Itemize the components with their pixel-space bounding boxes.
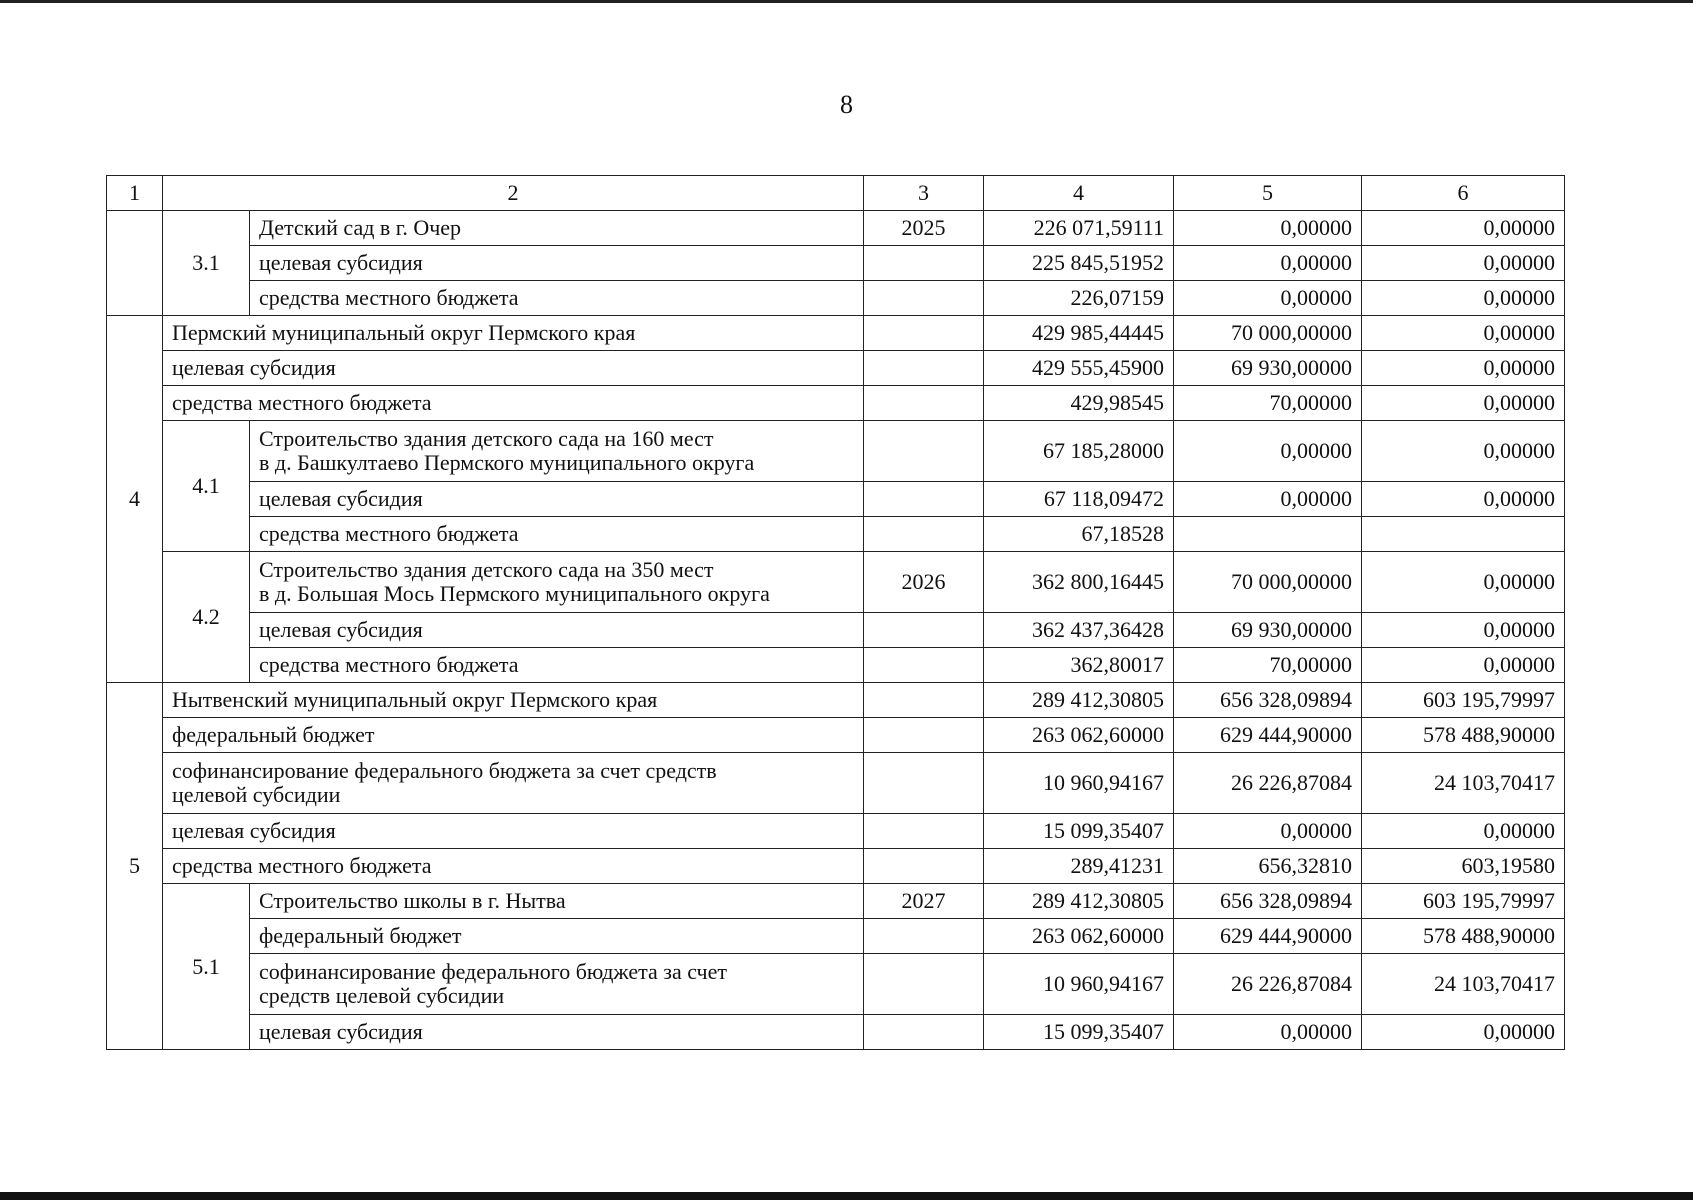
- value-col-6: 0,00000: [1362, 1015, 1565, 1050]
- year-cell: [864, 482, 984, 517]
- year-cell: [864, 849, 984, 884]
- funding-source: [163, 753, 864, 814]
- funding-source: федеральный бюджет: [250, 919, 864, 954]
- value-col-6: 578 488,90000: [1362, 919, 1565, 954]
- value-col-5: 70 000,00000: [1174, 316, 1362, 351]
- funding-source: целевая субсидия: [163, 351, 864, 386]
- value-col-4: 263 062,60000: [984, 919, 1174, 954]
- year-cell: [864, 718, 984, 753]
- value-col-4: 226 071,59111: [984, 211, 1174, 246]
- value-col-4: 10 960,94167: [984, 954, 1174, 1015]
- value-col-6: 24 103,70417: [1362, 753, 1565, 814]
- funding-source: средства местного бюджета: [250, 281, 864, 316]
- subgroup-code: 5.1: [163, 884, 250, 1050]
- value-col-4: 15 099,35407: [984, 814, 1174, 849]
- year-cell: [864, 316, 984, 351]
- value-col-6: 0,00000: [1362, 281, 1565, 316]
- value-col-4: 362 800,16445: [984, 552, 1174, 613]
- header-col-1: 1: [107, 176, 163, 211]
- object-name: [250, 552, 864, 613]
- value-col-6: 0,00000: [1362, 316, 1565, 351]
- funding-source: средства местного бюджета: [250, 648, 864, 683]
- value-col-5: 656,32810: [1174, 849, 1362, 884]
- table-row: [107, 814, 1565, 849]
- value-col-5: 0,00000: [1174, 421, 1362, 482]
- object-name-line-1: Строительство здания детского сада на 160 мест: [259, 426, 714, 451]
- funding-source: средства местного бюджета: [250, 517, 864, 552]
- table-row: [107, 718, 1565, 753]
- value-col-6: 0,00000: [1362, 386, 1565, 421]
- value-col-4: 429 555,45900: [984, 351, 1174, 386]
- year-cell: 2026: [864, 552, 984, 613]
- value-col-5: 70 000,00000: [1174, 552, 1362, 613]
- value-col-4: 226,07159: [984, 281, 1174, 316]
- table-row: [107, 421, 1565, 482]
- value-col-5: [1174, 517, 1362, 552]
- value-col-6: 0,00000: [1362, 482, 1565, 517]
- value-col-6: 603 195,79997: [1362, 884, 1565, 919]
- value-col-4: 67 185,28000: [984, 421, 1174, 482]
- year-cell: [864, 386, 984, 421]
- funding-source: целевая субсидия: [250, 482, 864, 517]
- table-row: [107, 683, 1565, 718]
- value-col-5: 69 930,00000: [1174, 351, 1362, 386]
- funding-source: средства местного бюджета: [163, 386, 864, 421]
- scan-top-edge: [0, 0, 1693, 3]
- value-col-4: 225 845,51952: [984, 246, 1174, 281]
- value-col-6: 0,00000: [1362, 648, 1565, 683]
- year-cell: [864, 351, 984, 386]
- group-code: 5: [107, 683, 163, 1050]
- value-col-5: 0,00000: [1174, 246, 1362, 281]
- header-col-3: 3: [864, 176, 984, 211]
- value-col-5: 656 328,09894: [1174, 884, 1362, 919]
- value-col-6: 0,00000: [1362, 814, 1565, 849]
- group-code: 4: [107, 316, 163, 683]
- value-col-5: 0,00000: [1174, 211, 1362, 246]
- value-col-4: 67,18528: [984, 517, 1174, 552]
- object-name: Строительство школы в г. Нытва: [250, 884, 864, 919]
- year-cell: 2027: [864, 884, 984, 919]
- funding-source: целевая субсидия: [163, 814, 864, 849]
- funding-source-line-2: целевой субсидии: [172, 782, 341, 807]
- table-row: [107, 211, 1565, 246]
- year-cell: [864, 1015, 984, 1050]
- value-col-6: 0,00000: [1362, 421, 1565, 482]
- value-col-5: 26 226,87084: [1174, 954, 1362, 1015]
- value-col-4: 263 062,60000: [984, 718, 1174, 753]
- year-cell: [864, 753, 984, 814]
- value-col-5: 0,00000: [1174, 1015, 1362, 1050]
- table-row: [107, 281, 1565, 316]
- value-col-6: 0,00000: [1362, 613, 1565, 648]
- year-cell: [864, 814, 984, 849]
- value-col-6: 578 488,90000: [1362, 718, 1565, 753]
- funding-source: целевая субсидия: [250, 1015, 864, 1050]
- value-col-5: 70,00000: [1174, 648, 1362, 683]
- table-row: [107, 517, 1565, 552]
- table-row: [107, 919, 1565, 954]
- header-col-6: 6: [1362, 176, 1565, 211]
- value-col-4: 15 099,35407: [984, 1015, 1174, 1050]
- budget-table: [106, 175, 1565, 1050]
- subgroup-code: 4.1: [163, 421, 250, 552]
- value-col-4: 289,41231: [984, 849, 1174, 884]
- header-col-4: 4: [984, 176, 1174, 211]
- year-cell: [864, 954, 984, 1015]
- funding-source: целевая субсидия: [250, 246, 864, 281]
- value-col-6: [1362, 517, 1565, 552]
- year-cell: [864, 421, 984, 482]
- table-row: [107, 482, 1565, 517]
- value-col-4: 10 960,94167: [984, 753, 1174, 814]
- municipality-name: Нытвенский муниципальный округ Пермского края: [163, 683, 864, 718]
- value-col-6: 603 195,79997: [1362, 683, 1565, 718]
- page-number: 8: [840, 90, 853, 119]
- value-col-4: 289 412,30805: [984, 884, 1174, 919]
- subgroup-code: 3.1: [163, 211, 250, 316]
- object-name-line-2: в д. Башкултаево Пермского муниципального округа: [259, 450, 755, 475]
- table-row: [107, 884, 1565, 919]
- value-col-5: 26 226,87084: [1174, 753, 1362, 814]
- object-name: Детский сад в г. Очер: [250, 211, 864, 246]
- value-col-5: 0,00000: [1174, 482, 1362, 517]
- year-cell: [864, 281, 984, 316]
- value-col-5: 629 444,90000: [1174, 718, 1362, 753]
- table-row: [107, 552, 1565, 613]
- table-row: [107, 954, 1565, 1015]
- group-code: [107, 211, 163, 316]
- value-col-5: 0,00000: [1174, 281, 1362, 316]
- value-col-4: 362 437,36428: [984, 613, 1174, 648]
- subgroup-code: 4.2: [163, 552, 250, 683]
- funding-source-line-1: софинансирование федерального бюджета за счет средств: [172, 758, 717, 783]
- object-name: [250, 421, 864, 482]
- year-cell: [864, 517, 984, 552]
- value-col-4: 289 412,30805: [984, 683, 1174, 718]
- funding-source: средства местного бюджета: [163, 849, 864, 884]
- year-cell: [864, 613, 984, 648]
- value-col-6: 24 103,70417: [1362, 954, 1565, 1015]
- value-col-5: 656 328,09894: [1174, 683, 1362, 718]
- municipality-name: Пермский муниципальный округ Пермского края: [163, 316, 864, 351]
- year-cell: [864, 683, 984, 718]
- header-col-2: 2: [163, 176, 864, 211]
- value-col-5: 69 930,00000: [1174, 613, 1362, 648]
- header-col-5: 5: [1174, 176, 1362, 211]
- scan-bottom-edge: [0, 1192, 1693, 1200]
- header-row: [107, 176, 1565, 211]
- table-row: [107, 386, 1565, 421]
- table-row: [107, 246, 1565, 281]
- table-row: [107, 1015, 1565, 1050]
- year-cell: [864, 648, 984, 683]
- value-col-6: 0,00000: [1362, 552, 1565, 613]
- value-col-5: 629 444,90000: [1174, 919, 1362, 954]
- table-row: [107, 351, 1565, 386]
- object-name-line-2: в д. Большая Мось Пермского муниципального округа: [259, 581, 770, 606]
- value-col-5: 70,00000: [1174, 386, 1362, 421]
- funding-source: федеральный бюджет: [163, 718, 864, 753]
- value-col-4: 362,80017: [984, 648, 1174, 683]
- year-cell: 2025: [864, 211, 984, 246]
- object-name-line-1: Строительство здания детского сада на 350 мест: [259, 557, 714, 582]
- value-col-6: 0,00000: [1362, 351, 1565, 386]
- value-col-4: 67 118,09472: [984, 482, 1174, 517]
- table-row: [107, 613, 1565, 648]
- year-cell: [864, 919, 984, 954]
- funding-source-line-1: софинансирование федерального бюджета за счет: [259, 959, 727, 984]
- funding-source: целевая субсидия: [250, 613, 864, 648]
- year-cell: [864, 246, 984, 281]
- value-col-6: 603,19580: [1362, 849, 1565, 884]
- funding-source-line-2: средств целевой субсидии: [259, 983, 505, 1008]
- table-row: [107, 753, 1565, 814]
- value-col-4: 429 985,44445: [984, 316, 1174, 351]
- value-col-6: 0,00000: [1362, 211, 1565, 246]
- funding-source: [250, 954, 864, 1015]
- table-row: [107, 316, 1565, 351]
- value-col-4: 429,98545: [984, 386, 1174, 421]
- table-row: [107, 648, 1565, 683]
- value-col-6: 0,00000: [1362, 246, 1565, 281]
- value-col-5: 0,00000: [1174, 814, 1362, 849]
- table-row: [107, 849, 1565, 884]
